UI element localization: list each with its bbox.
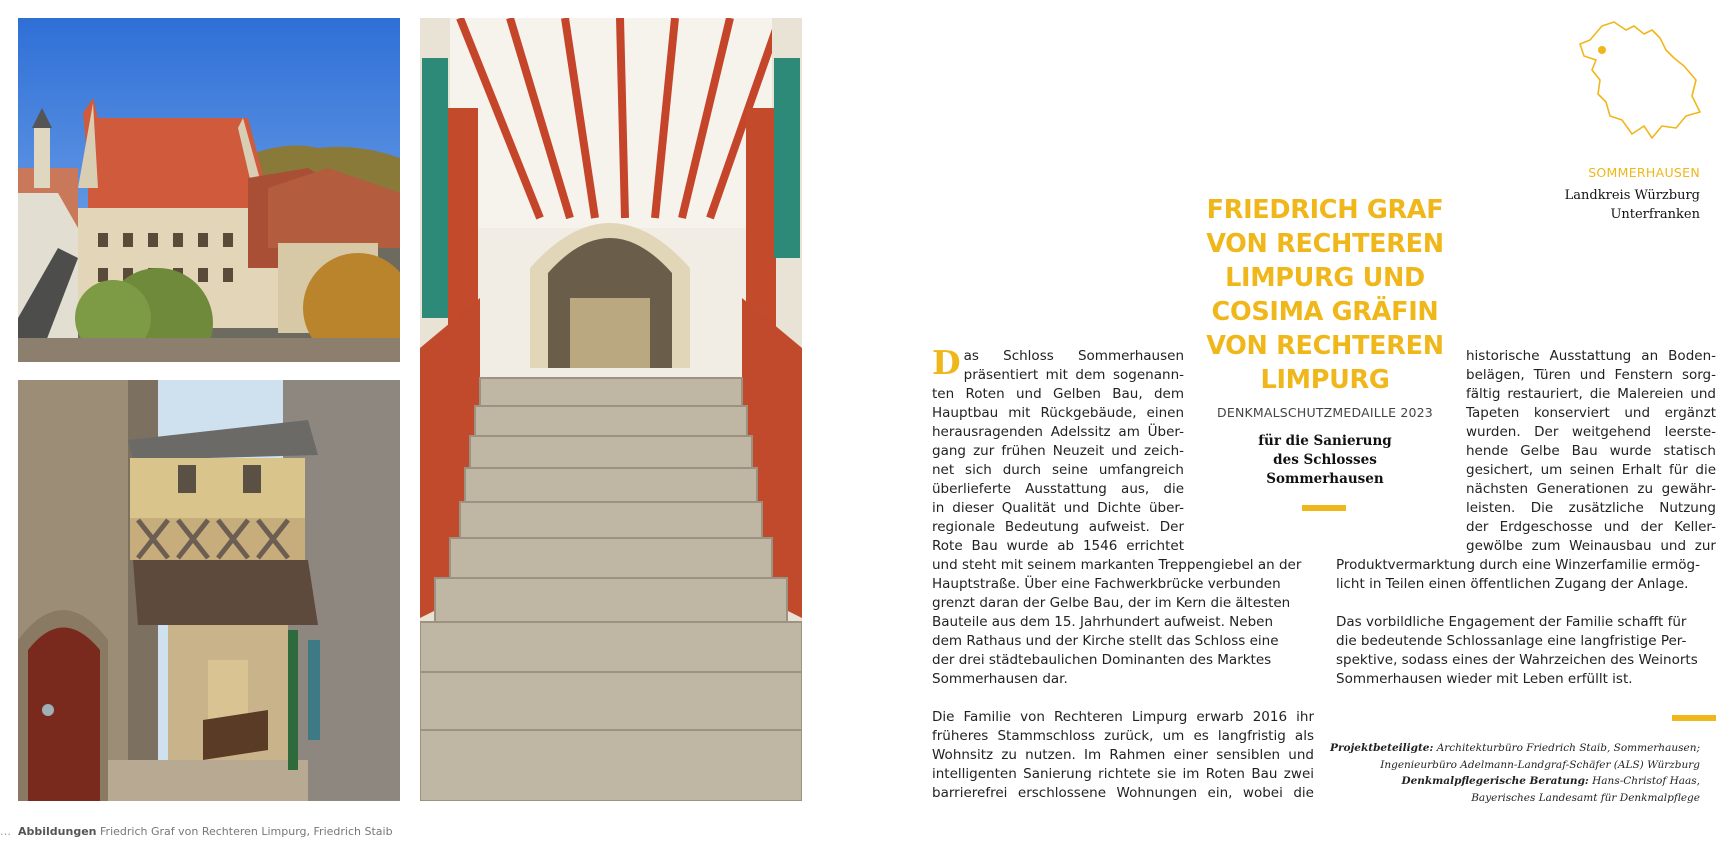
body-line: leisten. Die zusätzliche Nutzung — [1466, 500, 1716, 516]
body-line: belägen, Türen und Fenstern sorg- — [1466, 367, 1716, 383]
body-line: präsentiert mit dem sogenann- — [963, 367, 1184, 383]
body-line: gewölbe zum Weinausbau und zur — [1466, 538, 1716, 554]
body-line: barrierefrei erschlossene Wohnungen ein, wobei die — [932, 785, 1314, 801]
body-column-right-wide — [1336, 556, 1716, 594]
body-line: wurden. Der weitgehend leerste- — [1466, 424, 1716, 440]
body-line: Tapeten konserviert und ergänzt — [1466, 405, 1716, 421]
accent-divider — [1302, 505, 1346, 511]
caption-text: Friedrich Graf von Rechteren Limpurg, Friedrich Staib — [100, 825, 393, 838]
body-line: der drei städtebaulichen Dominanten des Marktes — [932, 652, 1272, 668]
body-line: dem Rathaus und der Kirche stellt das Schloss eine — [932, 633, 1279, 649]
title-line: FRIEDRICH GRAF — [1206, 195, 1444, 225]
credits-line-2 — [1330, 773, 1700, 790]
body-line: Produktvermarktung durch eine Winzerfamilie ermög- — [1336, 557, 1700, 573]
dropcap: D — [932, 343, 961, 382]
body-line: grenzt daran der Gelbe Bau, der im Kern die ältesten — [932, 595, 1291, 611]
credits-text-2a: Hans-Christof Haas, — [1592, 775, 1700, 787]
award-subtitle — [1210, 432, 1440, 489]
caption-label: Abbildungen — [18, 825, 97, 838]
location-block — [1565, 165, 1700, 224]
location-town: SOMMERHAUSEN — [1588, 165, 1700, 180]
credits-label-1: Projektbeteiligte: — [1330, 742, 1434, 754]
location-district: Landkreis Würzburg — [1564, 188, 1700, 203]
credits-text-1b: Ingenieurbüro Adelmann-Landgraf-Schäfer (ALS) Würzburg — [1380, 758, 1700, 771]
title-line: COSIMA GRÄFIN — [1211, 297, 1439, 327]
medal-name: DENKMALSCHUTZMEDAILLE 2023 — [1217, 405, 1433, 420]
body-line: Sommerhausen wieder mit Leben erfüllt ist. — [1336, 671, 1633, 687]
subtitle-line: für die Sanierung — [1258, 433, 1392, 449]
credits-text-1a: Architekturbüro Friedrich Staib, Sommerhausen; — [1436, 742, 1700, 754]
title-line: LIMPURG — [1260, 365, 1390, 395]
body-line: historische Ausstattung an Boden- — [1466, 348, 1716, 364]
subtitle-line: Sommerhausen — [1266, 471, 1384, 487]
photo-castle-overview — [18, 18, 400, 362]
body-line: licht in Teilen einen öffentlichen Zugang der Anlage. — [1336, 576, 1689, 592]
body-line: Wohnsitz zu nutzen. Im Rahmen einer sensiblen und — [932, 747, 1314, 763]
photo-interior-staircase — [420, 18, 802, 801]
caption-page-prefix: … — [0, 825, 11, 838]
body-line: Hauptbau mit Rückgebäude, einen — [932, 405, 1184, 421]
body-line: hende Gelbe Bau wurde statisch — [1466, 443, 1716, 459]
body-column-left-narrow — [932, 343, 1184, 556]
award-title — [1190, 193, 1460, 397]
body-line: der Erdgeschosse und der Keller- — [1466, 519, 1716, 535]
project-credits — [1330, 740, 1700, 806]
body-line: intelligenten Sanierung richtete sie im Roten Bau zwei — [932, 766, 1314, 782]
body-column-right-narrow — [1466, 347, 1716, 556]
body-line: die bedeutende Schlossanlage eine langfristige Per- — [1336, 633, 1687, 649]
image-caption — [18, 825, 393, 838]
body-line: Sommerhausen dar. — [932, 671, 1068, 687]
body-line: Das vorbildliche Engagement der Familie schafft für — [1336, 614, 1687, 630]
body-line: herausragenden Adelssitz am Über- — [932, 424, 1184, 440]
body-line: gang zur frühen Neuzeit und zeich- — [932, 443, 1184, 459]
body-line: und steht mit seinem markanten Treppengiebel an der — [932, 557, 1302, 573]
body-line: Die Familie von Rechteren Limpurg erwarb 2016 ihr — [932, 709, 1314, 725]
body-line: net sich durch seine umfangreich — [932, 462, 1184, 478]
accent-divider-right — [1672, 715, 1716, 721]
body-paragraph-4 — [1336, 613, 1716, 689]
body-line: gesichert, um seinen Erhalt für die — [1466, 462, 1716, 478]
body-line: Hauptstraße. Über eine Fachwerkbrücke verbunden — [932, 576, 1281, 592]
body-line: Rote Bau wurde ab 1546 errichtet — [932, 538, 1184, 554]
body-line: überlieferte Ausstattung aus, die — [932, 481, 1184, 497]
body-line: regionale Bedeutung aufweist. Der — [932, 519, 1184, 535]
credits-text-2b: Bayerisches Landesamt für Denkmalpflege — [1471, 791, 1700, 804]
body-line: ten Roten und Gelben Bau, dem — [932, 386, 1184, 402]
credits-line-1 — [1330, 740, 1700, 757]
body-line: as Schloss Sommerhausen — [963, 348, 1184, 364]
body-paragraph-2 — [932, 708, 1314, 803]
body-line: in dieser Qualität und Dichte über- — [932, 500, 1184, 516]
subtitle-line: des Schlosses — [1273, 452, 1377, 468]
body-line: Bauteile aus dem 15. Jahrhundert aufweist. Neben — [932, 614, 1274, 630]
title-line: LIMPURG UND — [1225, 263, 1425, 293]
title-line: VON RECHTEREN — [1206, 229, 1444, 259]
body-column-left-wide — [932, 556, 1314, 689]
body-line: nächsten Generationen zu gewähr- — [1466, 481, 1716, 497]
body-line: fältig restauriert, die Malereien und — [1466, 386, 1716, 402]
photo-courtyard-bridge — [18, 380, 400, 801]
body-line: spektive, sodass eines der Wahrzeichen des Weinorts — [1336, 652, 1698, 668]
bavaria-map-icon — [1574, 16, 1702, 144]
location-region: Unterfranken — [1610, 207, 1700, 222]
body-line: früheres Stammschloss zurück, um es langfristig als — [932, 728, 1314, 744]
title-line: VON RECHTEREN — [1206, 331, 1444, 361]
credits-label-2: Denkmalpflegerische Beratung: — [1401, 775, 1589, 787]
